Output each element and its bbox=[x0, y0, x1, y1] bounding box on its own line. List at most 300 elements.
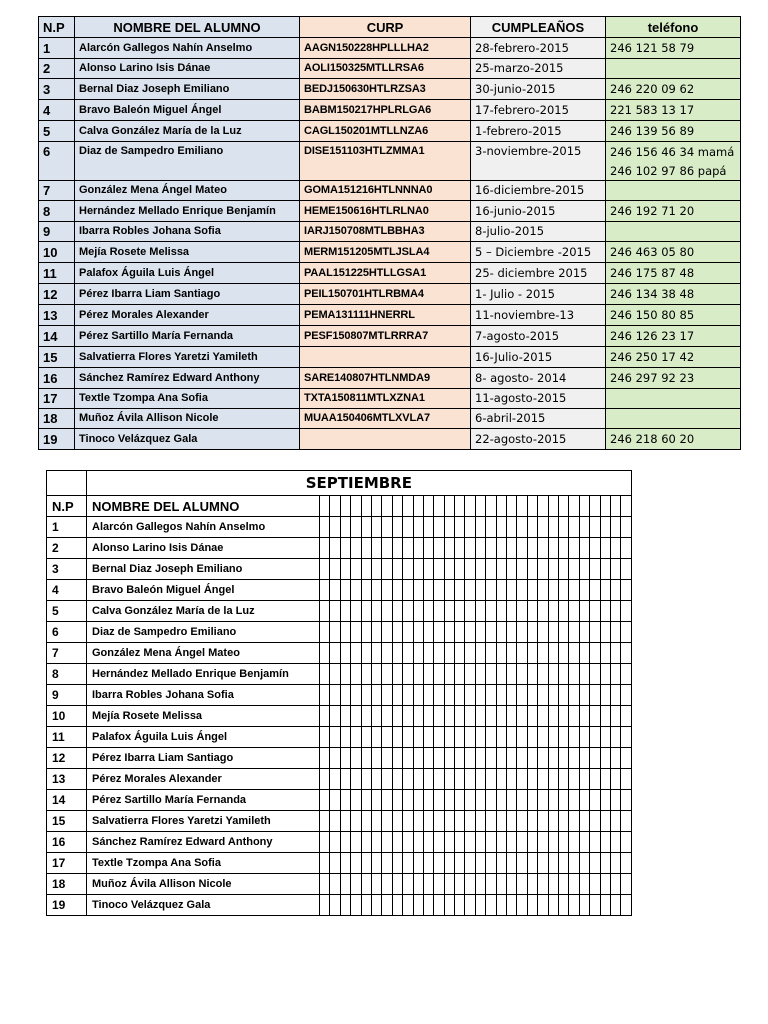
attendance-day-cell[interactable] bbox=[320, 853, 330, 874]
attendance-day-cell[interactable] bbox=[538, 538, 548, 559]
attendance-day-cell[interactable] bbox=[558, 874, 568, 895]
attendance-day-cell[interactable] bbox=[475, 601, 485, 622]
attendance-day-cell[interactable] bbox=[444, 874, 454, 895]
attendance-day-cell[interactable] bbox=[392, 790, 402, 811]
attendance-day-cell[interactable] bbox=[351, 685, 361, 706]
attendance-day-cell[interactable] bbox=[486, 685, 496, 706]
attendance-day-cell[interactable] bbox=[351, 706, 361, 727]
attendance-day-cell[interactable] bbox=[527, 559, 537, 580]
attendance-day-cell[interactable] bbox=[590, 811, 600, 832]
attendance-day-cell[interactable] bbox=[610, 769, 620, 790]
attendance-day-cell[interactable] bbox=[382, 685, 392, 706]
attendance-day-cell[interactable] bbox=[371, 895, 381, 916]
attendance-day-cell[interactable] bbox=[486, 790, 496, 811]
attendance-day-cell[interactable] bbox=[330, 685, 340, 706]
attendance-day-cell[interactable] bbox=[507, 811, 517, 832]
attendance-day-cell[interactable] bbox=[455, 643, 465, 664]
attendance-day-cell[interactable] bbox=[600, 580, 610, 601]
attendance-day-cell[interactable] bbox=[320, 727, 330, 748]
attendance-day-cell[interactable] bbox=[434, 790, 444, 811]
attendance-day-cell[interactable] bbox=[517, 706, 527, 727]
attendance-day-cell[interactable] bbox=[330, 580, 340, 601]
attendance-day-cell[interactable] bbox=[517, 601, 527, 622]
attendance-day-cell[interactable] bbox=[444, 895, 454, 916]
attendance-day-cell[interactable] bbox=[361, 580, 371, 601]
attendance-day-cell[interactable] bbox=[403, 685, 413, 706]
attendance-day-cell[interactable] bbox=[382, 895, 392, 916]
attendance-day-cell[interactable] bbox=[455, 853, 465, 874]
attendance-day-cell[interactable] bbox=[569, 517, 579, 538]
attendance-day-cell[interactable] bbox=[475, 748, 485, 769]
attendance-day-cell[interactable] bbox=[538, 853, 548, 874]
attendance-day-cell[interactable] bbox=[517, 853, 527, 874]
attendance-day-cell[interactable] bbox=[465, 601, 475, 622]
attendance-day-cell[interactable] bbox=[351, 580, 361, 601]
attendance-day-cell[interactable] bbox=[621, 748, 631, 769]
attendance-day-cell[interactable] bbox=[538, 559, 548, 580]
attendance-day-cell[interactable] bbox=[444, 769, 454, 790]
attendance-day-cell[interactable] bbox=[413, 601, 423, 622]
attendance-day-cell[interactable] bbox=[361, 727, 371, 748]
attendance-day-cell[interactable] bbox=[330, 643, 340, 664]
attendance-day-cell[interactable] bbox=[403, 643, 413, 664]
attendance-day-cell[interactable] bbox=[527, 895, 537, 916]
attendance-day-cell[interactable] bbox=[351, 517, 361, 538]
attendance-day-cell[interactable] bbox=[590, 727, 600, 748]
attendance-day-cell[interactable] bbox=[392, 538, 402, 559]
attendance-day-cell[interactable] bbox=[465, 580, 475, 601]
attendance-day-cell[interactable] bbox=[579, 601, 589, 622]
attendance-day-cell[interactable] bbox=[423, 748, 433, 769]
attendance-day-cell[interactable] bbox=[558, 790, 568, 811]
attendance-day-cell[interactable] bbox=[330, 853, 340, 874]
attendance-day-cell[interactable] bbox=[392, 769, 402, 790]
attendance-day-cell[interactable] bbox=[527, 538, 537, 559]
attendance-day-cell[interactable] bbox=[382, 853, 392, 874]
attendance-day-cell[interactable] bbox=[434, 706, 444, 727]
attendance-day-cell[interactable] bbox=[361, 664, 371, 685]
attendance-day-cell[interactable] bbox=[403, 706, 413, 727]
attendance-day-cell[interactable] bbox=[455, 538, 465, 559]
attendance-day-cell[interactable] bbox=[590, 706, 600, 727]
attendance-day-cell[interactable] bbox=[465, 790, 475, 811]
attendance-day-cell[interactable] bbox=[444, 538, 454, 559]
attendance-day-cell[interactable] bbox=[361, 811, 371, 832]
attendance-day-cell[interactable] bbox=[558, 601, 568, 622]
attendance-day-cell[interactable] bbox=[340, 538, 350, 559]
attendance-day-cell[interactable] bbox=[403, 538, 413, 559]
attendance-day-cell[interactable] bbox=[600, 664, 610, 685]
attendance-day-cell[interactable] bbox=[538, 790, 548, 811]
attendance-day-cell[interactable] bbox=[527, 790, 537, 811]
attendance-day-cell[interactable] bbox=[465, 706, 475, 727]
attendance-day-cell[interactable] bbox=[548, 580, 558, 601]
attendance-day-cell[interactable] bbox=[486, 706, 496, 727]
attendance-day-cell[interactable] bbox=[475, 832, 485, 853]
attendance-day-cell[interactable] bbox=[423, 559, 433, 580]
attendance-day-cell[interactable] bbox=[371, 643, 381, 664]
attendance-day-cell[interactable] bbox=[527, 685, 537, 706]
attendance-day-cell[interactable] bbox=[320, 643, 330, 664]
attendance-day-cell[interactable] bbox=[465, 811, 475, 832]
attendance-day-cell[interactable] bbox=[434, 517, 444, 538]
attendance-day-cell[interactable] bbox=[548, 559, 558, 580]
attendance-day-cell[interactable] bbox=[392, 685, 402, 706]
attendance-day-cell[interactable] bbox=[621, 622, 631, 643]
attendance-day-cell[interactable] bbox=[538, 874, 548, 895]
attendance-day-cell[interactable] bbox=[423, 874, 433, 895]
attendance-day-cell[interactable] bbox=[621, 769, 631, 790]
attendance-day-cell[interactable] bbox=[340, 853, 350, 874]
attendance-day-cell[interactable] bbox=[590, 601, 600, 622]
attendance-day-cell[interactable] bbox=[600, 832, 610, 853]
attendance-day-cell[interactable] bbox=[548, 895, 558, 916]
attendance-day-cell[interactable] bbox=[423, 895, 433, 916]
attendance-day-cell[interactable] bbox=[371, 811, 381, 832]
attendance-day-cell[interactable] bbox=[579, 769, 589, 790]
attendance-day-cell[interactable] bbox=[527, 811, 537, 832]
attendance-day-cell[interactable] bbox=[590, 685, 600, 706]
attendance-day-cell[interactable] bbox=[621, 580, 631, 601]
attendance-day-cell[interactable] bbox=[579, 685, 589, 706]
attendance-day-cell[interactable] bbox=[382, 832, 392, 853]
attendance-day-cell[interactable] bbox=[444, 853, 454, 874]
attendance-day-cell[interactable] bbox=[538, 895, 548, 916]
attendance-day-cell[interactable] bbox=[392, 727, 402, 748]
attendance-day-cell[interactable] bbox=[486, 811, 496, 832]
attendance-day-cell[interactable] bbox=[610, 748, 620, 769]
attendance-day-cell[interactable] bbox=[538, 580, 548, 601]
attendance-day-cell[interactable] bbox=[403, 517, 413, 538]
attendance-day-cell[interactable] bbox=[548, 601, 558, 622]
attendance-day-cell[interactable] bbox=[392, 601, 402, 622]
attendance-day-cell[interactable] bbox=[413, 664, 423, 685]
attendance-day-cell[interactable] bbox=[579, 706, 589, 727]
attendance-day-cell[interactable] bbox=[475, 622, 485, 643]
attendance-day-cell[interactable] bbox=[548, 643, 558, 664]
attendance-day-cell[interactable] bbox=[330, 538, 340, 559]
attendance-day-cell[interactable] bbox=[330, 895, 340, 916]
attendance-day-cell[interactable] bbox=[558, 664, 568, 685]
attendance-day-cell[interactable] bbox=[590, 580, 600, 601]
attendance-day-cell[interactable] bbox=[558, 559, 568, 580]
attendance-day-cell[interactable] bbox=[610, 853, 620, 874]
attendance-day-cell[interactable] bbox=[621, 895, 631, 916]
attendance-day-cell[interactable] bbox=[610, 580, 620, 601]
attendance-day-cell[interactable] bbox=[361, 895, 371, 916]
attendance-day-cell[interactable] bbox=[486, 895, 496, 916]
attendance-day-cell[interactable] bbox=[569, 748, 579, 769]
attendance-day-cell[interactable] bbox=[538, 832, 548, 853]
attendance-day-cell[interactable] bbox=[413, 853, 423, 874]
attendance-day-cell[interactable] bbox=[527, 706, 537, 727]
attendance-day-cell[interactable] bbox=[621, 727, 631, 748]
attendance-day-cell[interactable] bbox=[382, 727, 392, 748]
attendance-day-cell[interactable] bbox=[486, 601, 496, 622]
attendance-day-cell[interactable] bbox=[444, 559, 454, 580]
attendance-day-cell[interactable] bbox=[465, 874, 475, 895]
attendance-day-cell[interactable] bbox=[517, 559, 527, 580]
attendance-day-cell[interactable] bbox=[444, 748, 454, 769]
attendance-day-cell[interactable] bbox=[579, 853, 589, 874]
attendance-day-cell[interactable] bbox=[320, 874, 330, 895]
attendance-day-cell[interactable] bbox=[517, 538, 527, 559]
attendance-day-cell[interactable] bbox=[392, 811, 402, 832]
attendance-day-cell[interactable] bbox=[621, 790, 631, 811]
attendance-day-cell[interactable] bbox=[444, 580, 454, 601]
attendance-day-cell[interactable] bbox=[340, 517, 350, 538]
attendance-day-cell[interactable] bbox=[413, 580, 423, 601]
attendance-day-cell[interactable] bbox=[600, 685, 610, 706]
attendance-day-cell[interactable] bbox=[434, 538, 444, 559]
attendance-day-cell[interactable] bbox=[361, 517, 371, 538]
attendance-day-cell[interactable] bbox=[403, 790, 413, 811]
attendance-day-cell[interactable] bbox=[517, 832, 527, 853]
attendance-day-cell[interactable] bbox=[569, 727, 579, 748]
attendance-day-cell[interactable] bbox=[434, 727, 444, 748]
attendance-day-cell[interactable] bbox=[558, 517, 568, 538]
attendance-day-cell[interactable] bbox=[340, 580, 350, 601]
attendance-day-cell[interactable] bbox=[320, 622, 330, 643]
attendance-day-cell[interactable] bbox=[507, 685, 517, 706]
attendance-day-cell[interactable] bbox=[434, 832, 444, 853]
attendance-day-cell[interactable] bbox=[600, 622, 610, 643]
attendance-day-cell[interactable] bbox=[496, 643, 506, 664]
attendance-day-cell[interactable] bbox=[320, 517, 330, 538]
attendance-day-cell[interactable] bbox=[351, 538, 361, 559]
attendance-day-cell[interactable] bbox=[465, 727, 475, 748]
attendance-day-cell[interactable] bbox=[340, 748, 350, 769]
attendance-day-cell[interactable] bbox=[496, 580, 506, 601]
attendance-day-cell[interactable] bbox=[496, 790, 506, 811]
attendance-day-cell[interactable] bbox=[548, 538, 558, 559]
attendance-day-cell[interactable] bbox=[600, 769, 610, 790]
attendance-day-cell[interactable] bbox=[382, 601, 392, 622]
attendance-day-cell[interactable] bbox=[330, 664, 340, 685]
attendance-day-cell[interactable] bbox=[382, 874, 392, 895]
attendance-day-cell[interactable] bbox=[569, 832, 579, 853]
attendance-day-cell[interactable] bbox=[403, 895, 413, 916]
attendance-day-cell[interactable] bbox=[371, 622, 381, 643]
attendance-day-cell[interactable] bbox=[444, 790, 454, 811]
attendance-day-cell[interactable] bbox=[413, 685, 423, 706]
attendance-day-cell[interactable] bbox=[455, 748, 465, 769]
attendance-day-cell[interactable] bbox=[538, 643, 548, 664]
attendance-day-cell[interactable] bbox=[465, 748, 475, 769]
attendance-day-cell[interactable] bbox=[600, 811, 610, 832]
attendance-day-cell[interactable] bbox=[621, 706, 631, 727]
attendance-day-cell[interactable] bbox=[610, 685, 620, 706]
attendance-day-cell[interactable] bbox=[621, 538, 631, 559]
attendance-day-cell[interactable] bbox=[507, 559, 517, 580]
attendance-day-cell[interactable] bbox=[382, 643, 392, 664]
attendance-day-cell[interactable] bbox=[392, 664, 402, 685]
attendance-day-cell[interactable] bbox=[590, 664, 600, 685]
attendance-day-cell[interactable] bbox=[371, 853, 381, 874]
attendance-day-cell[interactable] bbox=[371, 832, 381, 853]
attendance-day-cell[interactable] bbox=[413, 790, 423, 811]
attendance-day-cell[interactable] bbox=[558, 538, 568, 559]
attendance-day-cell[interactable] bbox=[590, 769, 600, 790]
attendance-day-cell[interactable] bbox=[371, 874, 381, 895]
attendance-day-cell[interactable] bbox=[392, 580, 402, 601]
attendance-day-cell[interactable] bbox=[496, 664, 506, 685]
attendance-day-cell[interactable] bbox=[434, 748, 444, 769]
attendance-day-cell[interactable] bbox=[486, 853, 496, 874]
attendance-day-cell[interactable] bbox=[517, 874, 527, 895]
attendance-day-cell[interactable] bbox=[330, 874, 340, 895]
attendance-day-cell[interactable] bbox=[330, 559, 340, 580]
attendance-day-cell[interactable] bbox=[527, 832, 537, 853]
attendance-day-cell[interactable] bbox=[392, 622, 402, 643]
attendance-day-cell[interactable] bbox=[465, 895, 475, 916]
attendance-day-cell[interactable] bbox=[423, 811, 433, 832]
attendance-day-cell[interactable] bbox=[558, 727, 568, 748]
attendance-day-cell[interactable] bbox=[600, 790, 610, 811]
attendance-day-cell[interactable] bbox=[423, 832, 433, 853]
attendance-day-cell[interactable] bbox=[579, 832, 589, 853]
attendance-day-cell[interactable] bbox=[527, 643, 537, 664]
attendance-day-cell[interactable] bbox=[434, 580, 444, 601]
attendance-day-cell[interactable] bbox=[403, 727, 413, 748]
attendance-day-cell[interactable] bbox=[600, 874, 610, 895]
attendance-day-cell[interactable] bbox=[403, 622, 413, 643]
attendance-day-cell[interactable] bbox=[579, 811, 589, 832]
attendance-day-cell[interactable] bbox=[517, 811, 527, 832]
attendance-day-cell[interactable] bbox=[475, 769, 485, 790]
attendance-day-cell[interactable] bbox=[558, 895, 568, 916]
attendance-day-cell[interactable] bbox=[413, 538, 423, 559]
attendance-day-cell[interactable] bbox=[558, 580, 568, 601]
attendance-day-cell[interactable] bbox=[610, 790, 620, 811]
attendance-day-cell[interactable] bbox=[496, 895, 506, 916]
attendance-day-cell[interactable] bbox=[579, 580, 589, 601]
attendance-day-cell[interactable] bbox=[590, 748, 600, 769]
attendance-day-cell[interactable] bbox=[340, 769, 350, 790]
attendance-day-cell[interactable] bbox=[320, 580, 330, 601]
attendance-day-cell[interactable] bbox=[610, 517, 620, 538]
attendance-day-cell[interactable] bbox=[548, 685, 558, 706]
attendance-day-cell[interactable] bbox=[569, 811, 579, 832]
attendance-day-cell[interactable] bbox=[320, 769, 330, 790]
attendance-day-cell[interactable] bbox=[538, 685, 548, 706]
attendance-day-cell[interactable] bbox=[455, 832, 465, 853]
attendance-day-cell[interactable] bbox=[351, 727, 361, 748]
attendance-day-cell[interactable] bbox=[507, 790, 517, 811]
attendance-day-cell[interactable] bbox=[558, 706, 568, 727]
attendance-day-cell[interactable] bbox=[569, 685, 579, 706]
attendance-day-cell[interactable] bbox=[371, 790, 381, 811]
attendance-day-cell[interactable] bbox=[517, 685, 527, 706]
attendance-day-cell[interactable] bbox=[392, 559, 402, 580]
attendance-day-cell[interactable] bbox=[527, 853, 537, 874]
attendance-day-cell[interactable] bbox=[517, 790, 527, 811]
attendance-day-cell[interactable] bbox=[486, 538, 496, 559]
attendance-day-cell[interactable] bbox=[600, 559, 610, 580]
attendance-day-cell[interactable] bbox=[579, 517, 589, 538]
attendance-day-cell[interactable] bbox=[486, 748, 496, 769]
attendance-day-cell[interactable] bbox=[455, 895, 465, 916]
attendance-day-cell[interactable] bbox=[558, 622, 568, 643]
attendance-day-cell[interactable] bbox=[600, 643, 610, 664]
attendance-day-cell[interactable] bbox=[413, 874, 423, 895]
attendance-day-cell[interactable] bbox=[496, 706, 506, 727]
attendance-day-cell[interactable] bbox=[507, 769, 517, 790]
attendance-day-cell[interactable] bbox=[403, 601, 413, 622]
attendance-day-cell[interactable] bbox=[507, 538, 517, 559]
attendance-day-cell[interactable] bbox=[455, 874, 465, 895]
attendance-day-cell[interactable] bbox=[434, 643, 444, 664]
attendance-day-cell[interactable] bbox=[538, 664, 548, 685]
attendance-day-cell[interactable] bbox=[330, 790, 340, 811]
attendance-day-cell[interactable] bbox=[548, 706, 558, 727]
attendance-day-cell[interactable] bbox=[496, 874, 506, 895]
attendance-day-cell[interactable] bbox=[371, 748, 381, 769]
attendance-day-cell[interactable] bbox=[340, 895, 350, 916]
attendance-day-cell[interactable] bbox=[465, 853, 475, 874]
attendance-day-cell[interactable] bbox=[351, 622, 361, 643]
attendance-day-cell[interactable] bbox=[569, 538, 579, 559]
attendance-day-cell[interactable] bbox=[548, 790, 558, 811]
attendance-day-cell[interactable] bbox=[496, 727, 506, 748]
attendance-day-cell[interactable] bbox=[351, 832, 361, 853]
attendance-day-cell[interactable] bbox=[320, 559, 330, 580]
attendance-day-cell[interactable] bbox=[392, 706, 402, 727]
attendance-day-cell[interactable] bbox=[590, 517, 600, 538]
attendance-day-cell[interactable] bbox=[527, 874, 537, 895]
attendance-day-cell[interactable] bbox=[361, 643, 371, 664]
attendance-day-cell[interactable] bbox=[371, 538, 381, 559]
attendance-day-cell[interactable] bbox=[371, 727, 381, 748]
attendance-day-cell[interactable] bbox=[496, 685, 506, 706]
attendance-day-cell[interactable] bbox=[496, 853, 506, 874]
attendance-day-cell[interactable] bbox=[392, 643, 402, 664]
attendance-day-cell[interactable] bbox=[507, 580, 517, 601]
attendance-day-cell[interactable] bbox=[486, 580, 496, 601]
attendance-day-cell[interactable] bbox=[548, 727, 558, 748]
attendance-day-cell[interactable] bbox=[423, 685, 433, 706]
attendance-day-cell[interactable] bbox=[621, 559, 631, 580]
attendance-day-cell[interactable] bbox=[403, 874, 413, 895]
attendance-day-cell[interactable] bbox=[538, 811, 548, 832]
attendance-day-cell[interactable] bbox=[496, 748, 506, 769]
attendance-day-cell[interactable] bbox=[340, 832, 350, 853]
attendance-day-cell[interactable] bbox=[569, 790, 579, 811]
attendance-day-cell[interactable] bbox=[610, 538, 620, 559]
attendance-day-cell[interactable] bbox=[403, 769, 413, 790]
attendance-day-cell[interactable] bbox=[361, 874, 371, 895]
attendance-day-cell[interactable] bbox=[527, 580, 537, 601]
attendance-day-cell[interactable] bbox=[361, 559, 371, 580]
attendance-day-cell[interactable] bbox=[621, 601, 631, 622]
attendance-day-cell[interactable] bbox=[320, 601, 330, 622]
attendance-day-cell[interactable] bbox=[590, 790, 600, 811]
attendance-day-cell[interactable] bbox=[569, 853, 579, 874]
attendance-day-cell[interactable] bbox=[340, 811, 350, 832]
attendance-day-cell[interactable] bbox=[434, 685, 444, 706]
attendance-day-cell[interactable] bbox=[558, 832, 568, 853]
attendance-day-cell[interactable] bbox=[486, 622, 496, 643]
attendance-day-cell[interactable] bbox=[569, 643, 579, 664]
attendance-day-cell[interactable] bbox=[361, 853, 371, 874]
attendance-day-cell[interactable] bbox=[434, 811, 444, 832]
attendance-day-cell[interactable] bbox=[475, 538, 485, 559]
attendance-day-cell[interactable] bbox=[371, 685, 381, 706]
attendance-day-cell[interactable] bbox=[558, 748, 568, 769]
attendance-day-cell[interactable] bbox=[330, 622, 340, 643]
attendance-day-cell[interactable] bbox=[527, 664, 537, 685]
attendance-day-cell[interactable] bbox=[465, 643, 475, 664]
